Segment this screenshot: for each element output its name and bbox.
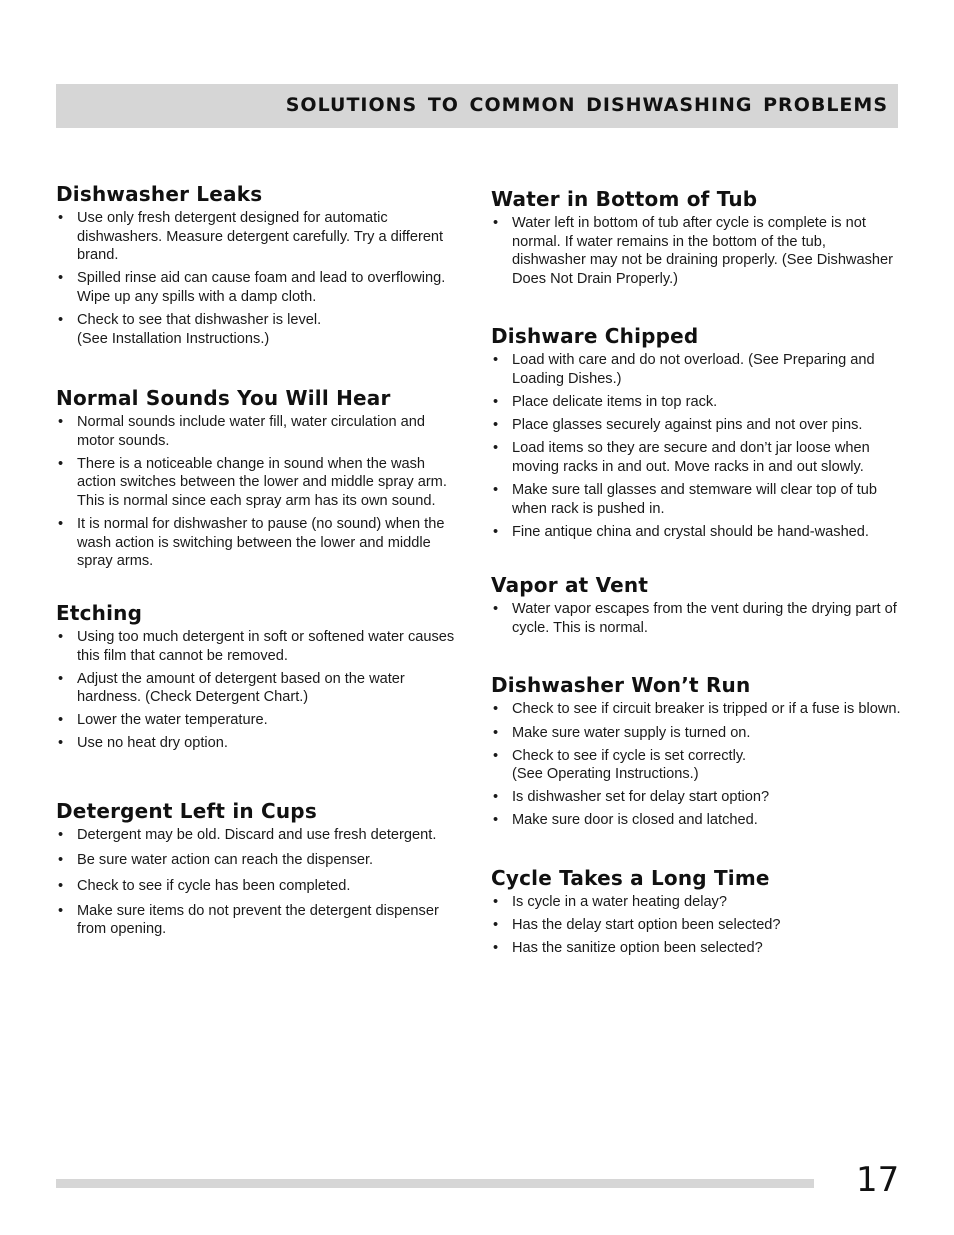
list-item: • It is normal for dishwasher to pause (no sound) when the wash action is switching between the lower and middle spray arms.	[56, 515, 466, 571]
bullet-list	[491, 214, 901, 288]
list-item: • Load items so they are secure and don’t jar loose when moving racks in and out. Move racks in and out slowly.	[491, 439, 901, 476]
section-detergent-left	[56, 799, 466, 939]
section-heading: Etching	[56, 600, 143, 625]
bullet-list	[491, 893, 901, 958]
page-title: SOLUTIONS TO COMMON DISHWASHING PROBLEMS	[285, 94, 888, 116]
list-item: • Detergent may be old. Discard and use fresh detergent.	[56, 826, 466, 845]
header-bar	[56, 84, 898, 128]
section-heading: Dishwasher Leaks	[56, 182, 263, 206]
section-heading: Vapor at Vent	[491, 573, 649, 598]
left-column	[56, 182, 466, 943]
section-cycle-long-time	[491, 866, 901, 958]
list-item: • There is a noticeable change in sound when the wash action switches between the lower and middle spray arm. This is normal since each spray arm has its own sound.	[56, 455, 466, 511]
footer-bar	[56, 1179, 814, 1188]
section-heading: Dishwasher Won’t Run	[491, 673, 751, 698]
list-item: • Water vapor escapes from the vent during the drying part of cycle. This is normal.	[491, 600, 901, 637]
page-number: 17	[856, 1160, 900, 1200]
list-item: • Has the delay start option been selected?	[491, 916, 901, 935]
section-heading: Cycle Takes a Long Time	[491, 865, 770, 890]
section-dishwasher-leaks	[56, 182, 466, 348]
bullet-list	[56, 628, 466, 753]
section-heading: Dishware Chipped	[491, 324, 699, 349]
list-item: • Check to see that dishwasher is level. (See Installation Instructions.)	[56, 311, 466, 348]
list-item: • Load with care and do not overload. (See Preparing and Loading Dishes.)	[491, 351, 901, 388]
list-item: • Make sure tall glasses and stemware will clear top of tub when rack is pushed in.	[491, 481, 901, 518]
right-column	[491, 187, 901, 962]
list-item: • Using too much detergent in soft or softened water causes this film that cannot be removed.	[56, 628, 466, 665]
list-item: • Check to see if circuit breaker is tripped or if a fuse is blown.	[491, 700, 901, 719]
bullet-list	[491, 700, 901, 830]
bullet-list	[56, 413, 466, 571]
list-item: • Use no heat dry option.	[56, 734, 466, 753]
list-item: • Check to see if cycle has been completed.	[56, 877, 466, 896]
section-normal-sounds	[56, 386, 466, 571]
list-item: • Adjust the amount of detergent based on the water hardness. (Check Detergent Chart.)	[56, 670, 466, 707]
list-item: • Normal sounds include water fill, water circulation and motor sounds.	[56, 413, 466, 450]
list-item: • Be sure water action can reach the dispenser.	[56, 851, 466, 870]
section-heading: Detergent Left in Cups	[56, 798, 317, 823]
list-item: • Water left in bottom of tub after cycle is complete is not normal. If water remains in the bottom of the tub, dishwasher may not be draining properly. (See Dishwasher Does Not Drain Properly.)	[491, 214, 901, 288]
list-item: • Is dishwasher set for delay start option?	[491, 788, 901, 807]
bullet-list	[491, 351, 901, 541]
list-item: • Place glasses securely against pins and not over pins.	[491, 416, 901, 435]
list-item: • Make sure door is closed and latched.	[491, 811, 901, 830]
list-item: • Fine antique china and crystal should be hand-washed.	[491, 523, 901, 542]
bullet-list	[56, 209, 466, 348]
list-item: • Lower the water temperature.	[56, 711, 466, 730]
list-item: • Make sure items do not prevent the detergent dispenser from opening.	[56, 902, 466, 939]
section-wont-run	[491, 673, 901, 830]
section-heading: Water in Bottom of Tub	[491, 187, 758, 211]
section-etching	[56, 601, 466, 753]
list-item: • Use only fresh detergent designed for automatic dishwashers. Measure detergent carefully. Try a different brand.	[56, 209, 466, 265]
section-heading: Normal Sounds You Will Hear	[56, 386, 391, 411]
section-water-in-bottom	[491, 187, 901, 288]
section-vapor-at-vent	[491, 573, 901, 637]
bullet-list	[491, 600, 901, 637]
list-item: • Place delicate items in top rack.	[491, 393, 901, 412]
list-item: • Make sure water supply is turned on.	[491, 724, 901, 743]
bullet-list	[56, 826, 466, 939]
list-item: • Spilled rinse aid can cause foam and lead to overflowing. Wipe up any spills with a damp cloth.	[56, 269, 466, 306]
list-item: • Check to see if cycle is set correctly. (See Operating Instructions.)	[491, 747, 901, 784]
list-item: • Is cycle in a water heating delay?	[491, 893, 901, 912]
list-item: • Has the sanitize option been selected?	[491, 939, 901, 958]
section-dishware-chipped	[491, 324, 901, 541]
